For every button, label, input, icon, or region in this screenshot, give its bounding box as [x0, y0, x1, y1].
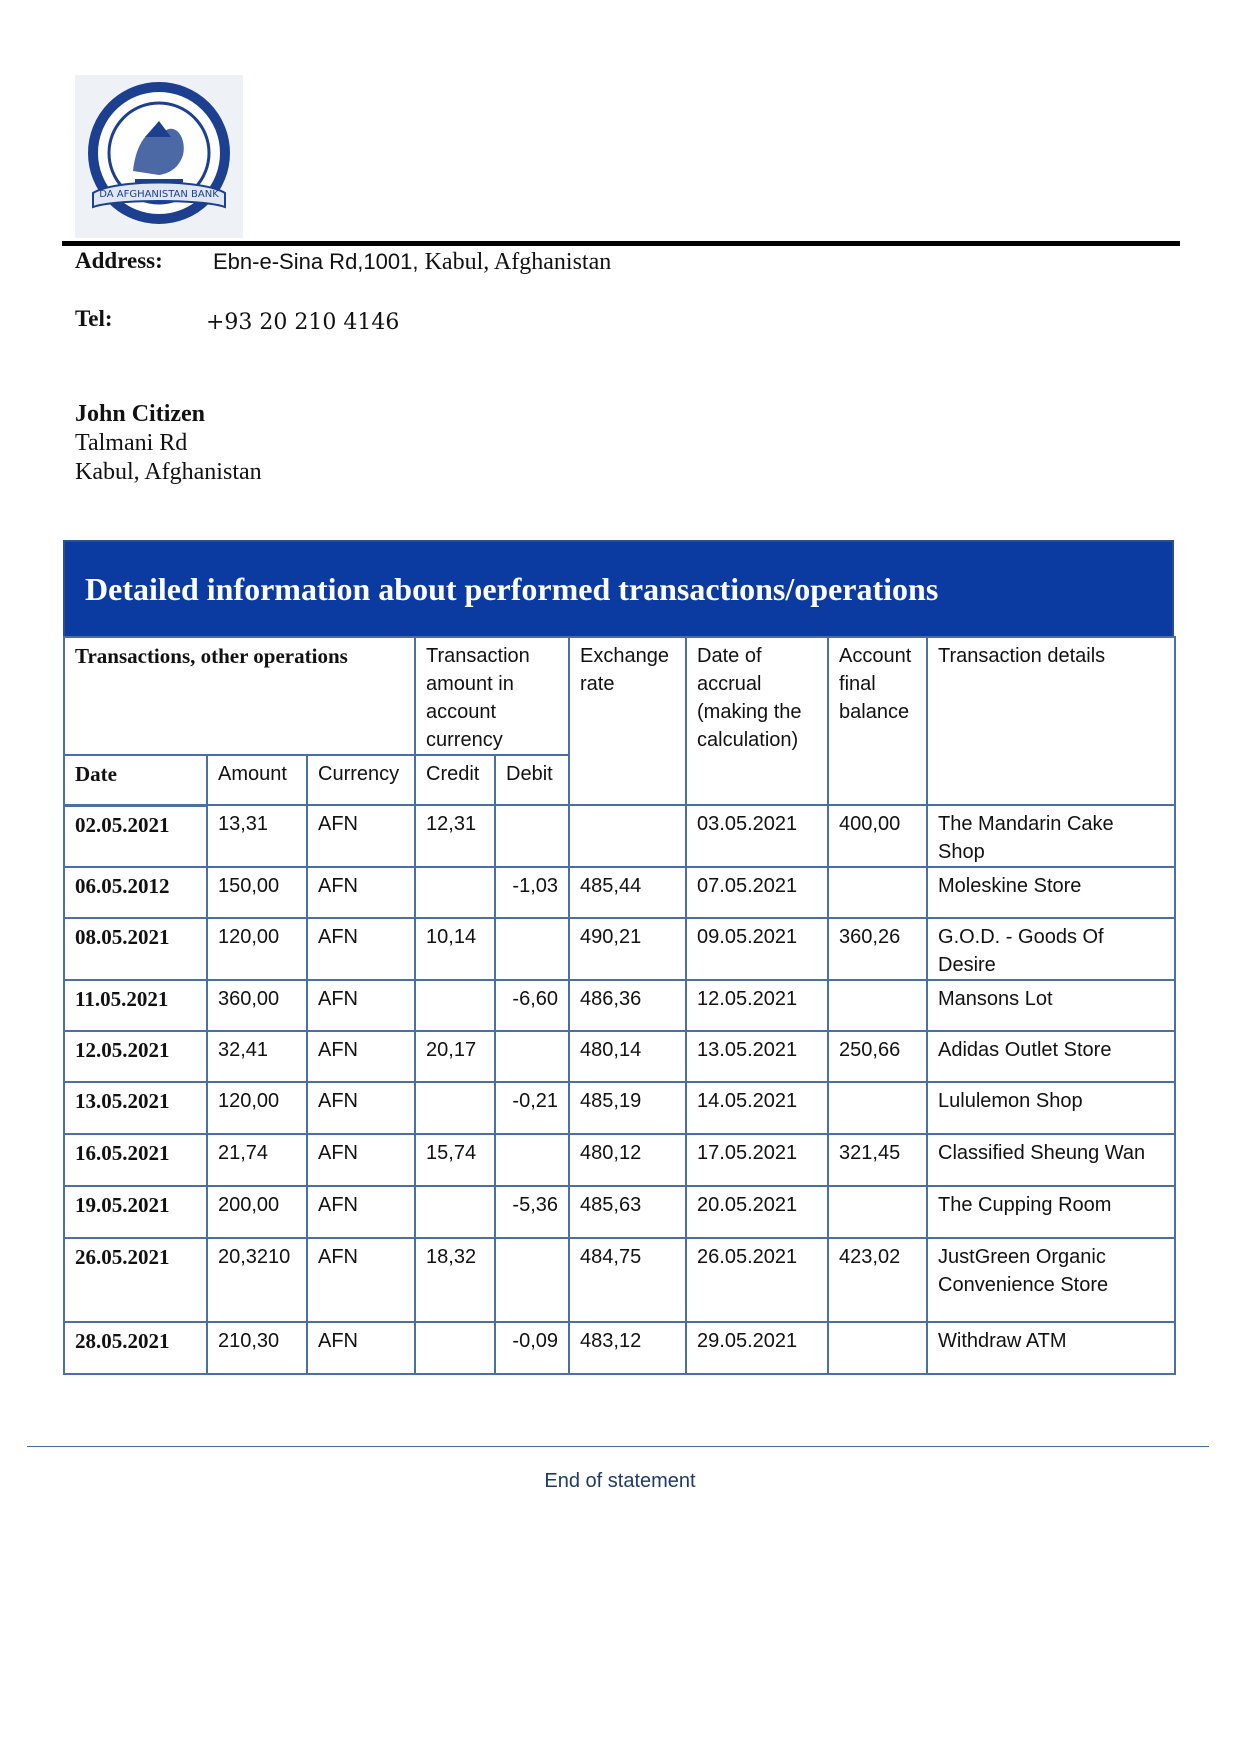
- cell-debit: [495, 1134, 569, 1186]
- cell-details: Mansons Lot: [927, 980, 1175, 1031]
- cell-credit: [415, 1082, 495, 1134]
- cell-accrual: 07.05.2021: [686, 867, 828, 918]
- customer-street: Talmani Rd: [75, 430, 188, 456]
- cell-currency: AFN: [307, 867, 415, 918]
- cell-debit: -0,21: [495, 1082, 569, 1134]
- cell-rate: 490,21: [569, 918, 686, 980]
- cell-currency: AFN: [307, 1082, 415, 1134]
- transactions-table: [63, 540, 1174, 1375]
- cell-accrual: 20.05.2021: [686, 1186, 828, 1238]
- cell-debit: -5,36: [495, 1186, 569, 1238]
- customer-city: Kabul, Afghanistan: [75, 459, 262, 485]
- header-debit: Debit: [495, 755, 569, 805]
- cell-currency: AFN: [307, 1322, 415, 1374]
- cell-balance: 423,02: [828, 1238, 927, 1322]
- table-title: Detailed information about performed transactions/operations: [85, 570, 939, 607]
- cell-date: 26.05.2021: [64, 1238, 207, 1322]
- cell-balance: 321,45: [828, 1134, 927, 1186]
- table-row: [64, 918, 1175, 980]
- cell-accrual: 14.05.2021: [686, 1082, 828, 1134]
- customer-block: [75, 400, 262, 487]
- cell-currency: AFN: [307, 1031, 415, 1082]
- cell-rate: 486,36: [569, 980, 686, 1031]
- table-row: [64, 1134, 1175, 1186]
- header-currency: Currency: [307, 755, 415, 805]
- header-rule: [62, 241, 1180, 246]
- header-credit: Credit: [415, 755, 495, 805]
- bank-seal-icon: [75, 75, 243, 238]
- cell-rate: 480,14: [569, 1031, 686, 1082]
- cell-accrual: 13.05.2021: [686, 1031, 828, 1082]
- cell-details: Adidas Outlet Store: [927, 1031, 1175, 1082]
- table-title-bar: [63, 540, 1174, 636]
- bank-logo: [75, 75, 243, 238]
- end-of-statement: End of statement: [544, 1470, 696, 1492]
- table-row: [64, 1031, 1175, 1082]
- cell-rate: 485,19: [569, 1082, 686, 1134]
- customer-name: John Citizen: [75, 401, 206, 427]
- cell-date: 28.05.2021: [64, 1322, 207, 1374]
- cell-currency: AFN: [307, 1134, 415, 1186]
- cell-currency: AFN: [307, 980, 415, 1031]
- cell-amount: 20,3210: [207, 1238, 307, 1322]
- cell-balance: 400,00: [828, 805, 927, 867]
- cell-balance: [828, 867, 927, 918]
- cell-debit: -6,60: [495, 980, 569, 1031]
- header-date-accrual: Date of accrual (making the calculation): [686, 637, 828, 805]
- cell-debit: -1,03: [495, 867, 569, 918]
- cell-currency: AFN: [307, 1238, 415, 1322]
- cell-accrual: 29.05.2021: [686, 1322, 828, 1374]
- cell-debit: [495, 1238, 569, 1322]
- cell-currency: AFN: [307, 1186, 415, 1238]
- cell-currency: AFN: [307, 918, 415, 980]
- cell-credit: [415, 1186, 495, 1238]
- cell-balance: [828, 1082, 927, 1134]
- cell-balance: 360,26: [828, 918, 927, 980]
- header-date: Date: [64, 755, 207, 805]
- header-exchange-rate: Exchange rate: [569, 637, 686, 805]
- cell-accrual: 26.05.2021: [686, 1238, 828, 1322]
- cell-rate: [569, 805, 686, 867]
- table-row: [64, 867, 1175, 918]
- cell-credit: 15,74: [415, 1134, 495, 1186]
- footer-rule: [27, 1446, 1209, 1447]
- cell-accrual: 12.05.2021: [686, 980, 828, 1031]
- cell-details: Withdraw ATM: [927, 1322, 1175, 1374]
- cell-amount: 120,00: [207, 918, 307, 980]
- cell-details: Lululemon Shop: [927, 1082, 1175, 1134]
- header-details: Transaction details: [927, 637, 1175, 805]
- bank-address-city: Kabul, Afghanistan: [424, 249, 612, 275]
- header-amount: Amount: [207, 755, 307, 805]
- cell-accrual: 03.05.2021: [686, 805, 828, 867]
- cell-date: 11.05.2021: [64, 980, 207, 1031]
- cell-debit: [495, 805, 569, 867]
- logo-text: DA AFGHANISTAN BANK: [99, 189, 219, 200]
- cell-credit: 20,17: [415, 1031, 495, 1082]
- cell-amount: 210,30: [207, 1322, 307, 1374]
- table-row: [64, 1186, 1175, 1238]
- cell-credit: 10,14: [415, 918, 495, 980]
- cell-credit: [415, 980, 495, 1031]
- cell-date: 19.05.2021: [64, 1186, 207, 1238]
- cell-rate: 483,12: [569, 1322, 686, 1374]
- cell-date: 02.05.2021: [64, 805, 207, 867]
- cell-rate: 485,63: [569, 1186, 686, 1238]
- bank-tel: +93 20 210 4146: [206, 310, 400, 335]
- cell-rate: 480,12: [569, 1134, 686, 1186]
- transactions-grid: [63, 636, 1176, 1375]
- cell-amount: 150,00: [207, 867, 307, 918]
- cell-balance: [828, 980, 927, 1031]
- cell-credit: 18,32: [415, 1238, 495, 1322]
- cell-details: Moleskine Store: [927, 867, 1175, 918]
- cell-debit: [495, 918, 569, 980]
- cell-balance: [828, 1186, 927, 1238]
- bank-address: [213, 249, 611, 276]
- cell-date: 13.05.2021: [64, 1082, 207, 1134]
- table-row: [64, 1238, 1175, 1322]
- table-row: [64, 1322, 1175, 1374]
- table-row: [64, 805, 1175, 867]
- cell-rate: 485,44: [569, 867, 686, 918]
- header-group: Transactions, other operations: [64, 637, 415, 755]
- cell-debit: -0,09: [495, 1322, 569, 1374]
- cell-details: Classified Sheung Wan: [927, 1134, 1175, 1186]
- cell-amount: 32,41: [207, 1031, 307, 1082]
- cell-debit: [495, 1031, 569, 1082]
- cell-date: 12.05.2021: [64, 1031, 207, 1082]
- cell-details: G.O.D. - Goods Of Desire: [927, 918, 1175, 980]
- cell-credit: [415, 1322, 495, 1374]
- bank-address-line: Ebn-e-Sina Rd,1001,: [213, 249, 419, 274]
- cell-accrual: 17.05.2021: [686, 1134, 828, 1186]
- header-final-balance: Account final balance: [828, 637, 927, 805]
- cell-amount: 360,00: [207, 980, 307, 1031]
- cell-date: 06.05.2012: [64, 867, 207, 918]
- cell-accrual: 09.05.2021: [686, 918, 828, 980]
- cell-details: The Mandarin Cake Shop: [927, 805, 1175, 867]
- cell-details: JustGreen Organic Convenience Store: [927, 1238, 1175, 1322]
- cell-date: 16.05.2021: [64, 1134, 207, 1186]
- cell-amount: 13,31: [207, 805, 307, 867]
- cell-details: The Cupping Room: [927, 1186, 1175, 1238]
- cell-amount: 21,74: [207, 1134, 307, 1186]
- cell-rate: 484,75: [569, 1238, 686, 1322]
- cell-amount: 200,00: [207, 1186, 307, 1238]
- header-txn-amount: Transaction amount in account currency: [415, 637, 569, 755]
- table-row: [64, 1082, 1175, 1134]
- cell-credit: 12,31: [415, 805, 495, 867]
- tel-label: Tel:: [75, 306, 113, 331]
- cell-credit: [415, 867, 495, 918]
- cell-currency: AFN: [307, 805, 415, 867]
- cell-amount: 120,00: [207, 1082, 307, 1134]
- cell-date: 08.05.2021: [64, 918, 207, 980]
- table-row: [64, 980, 1175, 1031]
- address-label: Address:: [75, 248, 163, 273]
- cell-balance: [828, 1322, 927, 1374]
- cell-balance: 250,66: [828, 1031, 927, 1082]
